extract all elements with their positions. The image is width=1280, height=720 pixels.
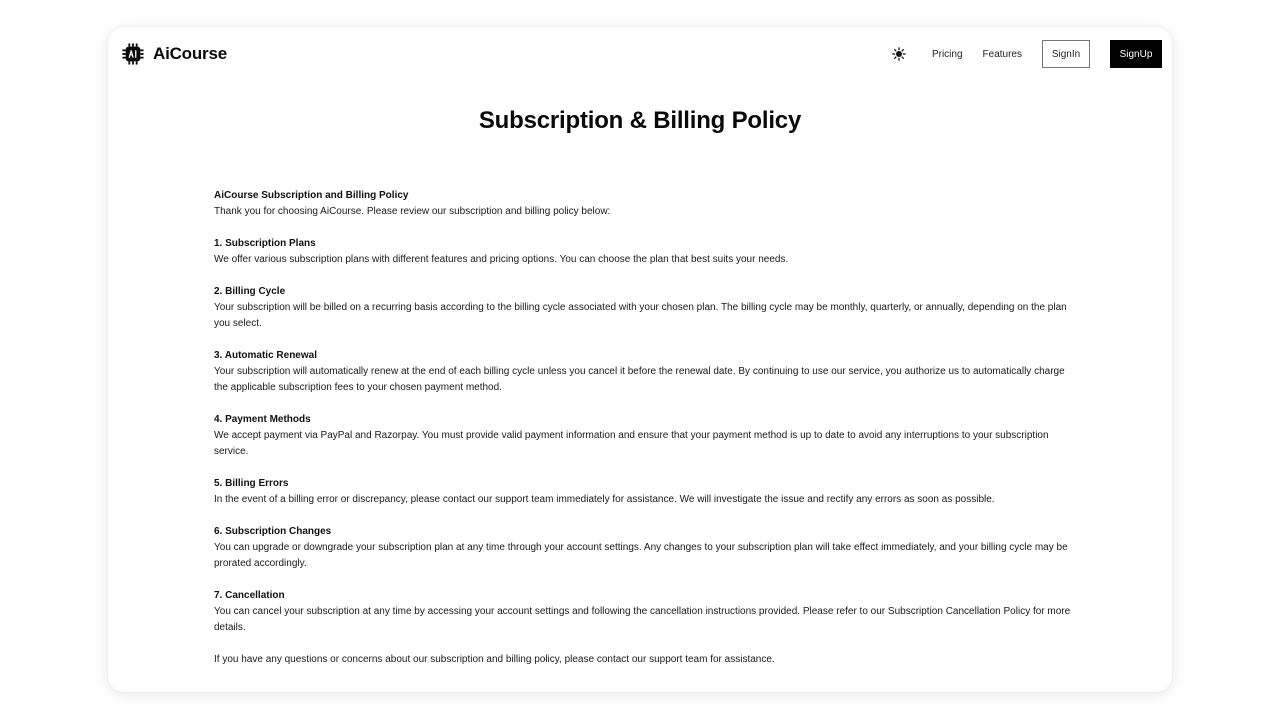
signup-button[interactable]: SignUp xyxy=(1110,40,1162,68)
nav-link-pricing[interactable]: Pricing xyxy=(931,48,963,60)
policy-section-payment-methods xyxy=(214,412,1074,460)
nav-link-features[interactable]: Features xyxy=(982,48,1022,60)
section-heading: 7. Cancellation xyxy=(214,590,285,601)
policy-section-cancellation xyxy=(214,588,1074,636)
policy-content xyxy=(214,188,1074,668)
policy-section-subscription-plans xyxy=(214,236,1074,268)
section-heading: 5. Billing Errors xyxy=(214,478,289,489)
page-frame xyxy=(108,27,1172,692)
section-body: We offer various subscription plans with different features and pricing options. You can choose the plan that best suits your needs. xyxy=(214,254,789,265)
section-body: Your subscription will be billed on a recurring basis according to the billing cycle associated with your chosen plan. The billing cycle may be monthly, quarterly, or annually, depending on the plan you select. xyxy=(214,302,1067,329)
brand-logo-link[interactable] xyxy=(122,43,227,65)
section-body: Your subscription will automatically renew at the end of each billing cycle unless you cancel it before the renewal date. By continuing to use our service, you authorize us to automatically charge the applicable subscription fees to your chosen payment method. xyxy=(214,366,1065,393)
section-heading: 2. Billing Cycle xyxy=(214,286,286,297)
section-heading: 1. Subscription Plans xyxy=(214,238,316,249)
section-body: You can cancel your subscription at any time by accessing your account settings and following the cancellation instructions provided. Please refer to our Subscription Cancellation Policy for more details. xyxy=(214,606,1071,633)
intro-heading: AiCourse Subscription and Billing Policy xyxy=(214,190,409,201)
policy-section-subscription-changes xyxy=(214,524,1074,572)
page-title: Subscription & Billing Policy xyxy=(478,107,802,134)
section-body: You can upgrade or downgrade your subscription plan at any time through your account settings. Any changes to your subscription plan will take effect immediately, and your billing cycle may be prorated accordingly. xyxy=(214,542,1068,569)
nav-actions xyxy=(892,40,1162,68)
sun-icon[interactable] xyxy=(892,47,906,61)
intro-body: Thank you for choosing AiCourse. Please review our subscription and billing policy below: xyxy=(214,206,611,217)
navbar xyxy=(108,27,1172,83)
section-body: In the event of a billing error or discrepancy, please contact our support team immediately for assistance. We will investigate the issue and rectify any errors as soon as possible. xyxy=(214,494,995,505)
section-body: We accept payment via PayPal and Razorpay. You must provide valid payment information and ensure that your payment method is up to date to avoid any interruptions to your subscription service. xyxy=(214,430,1049,457)
policy-section-automatic-renewal xyxy=(214,348,1074,396)
signin-button[interactable]: SignIn xyxy=(1042,40,1090,68)
policy-section-billing-cycle xyxy=(214,284,1074,332)
chip-ai-logo-icon xyxy=(122,43,144,65)
policy-section-billing-errors xyxy=(214,476,1074,508)
section-heading: 6. Subscription Changes xyxy=(214,526,332,537)
policy-closing: If you have any questions or concerns about our subscription and billing policy, please contact our support team for assistance. xyxy=(214,654,775,665)
section-heading: 4. Payment Methods xyxy=(214,414,311,425)
policy-intro xyxy=(214,188,1074,220)
section-heading: 3. Automatic Renewal xyxy=(214,350,317,361)
brand-name: AiCourse xyxy=(153,44,227,63)
